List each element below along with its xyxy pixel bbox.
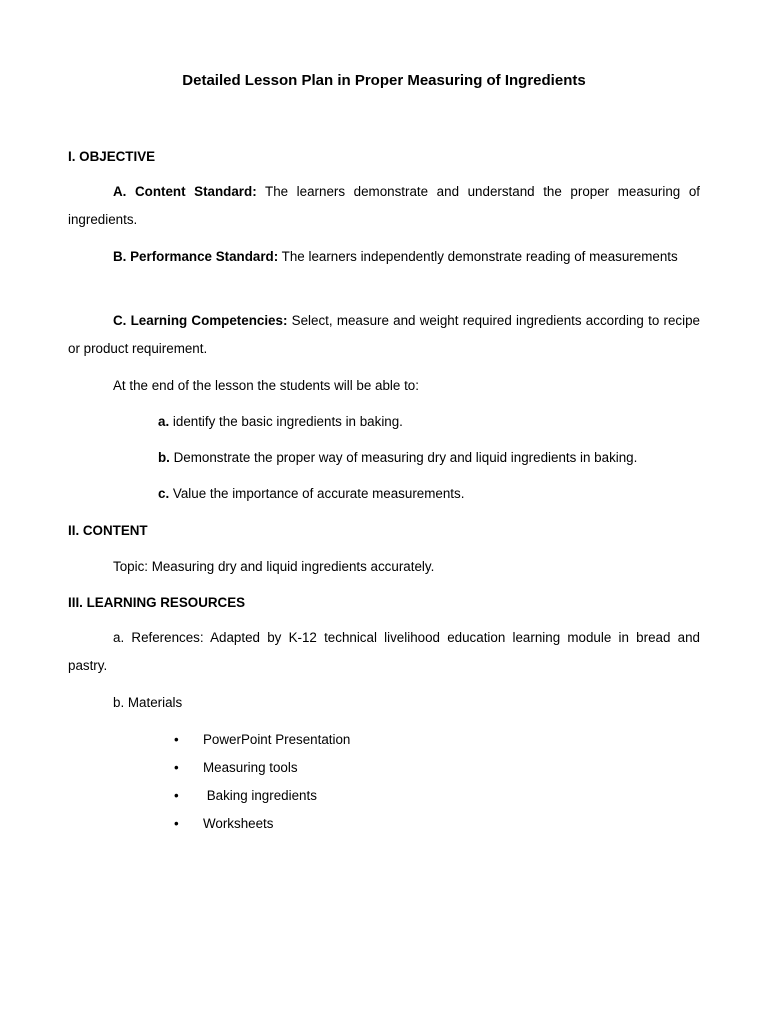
- content-standard-text: The learners demonstrate and understand the proper measuring of ingredients.: [68, 184, 701, 227]
- references-paragraph: [68, 624, 700, 680]
- objective-heading: I. OBJECTIVE: [68, 149, 156, 164]
- learning-competencies-label: C. Learning Competencies:: [113, 313, 288, 328]
- objective-item-text: Value the importance of accurate measurements.: [169, 486, 465, 501]
- performance-standard-paragraph: [68, 243, 700, 271]
- content-topic: Topic: Measuring dry and liquid ingredients accurately.: [113, 559, 435, 574]
- bullet-icon: •: [174, 788, 179, 803]
- bullet-icon: •: [174, 760, 179, 775]
- objective-item-text: identify the basic ingredients in baking.: [169, 414, 403, 429]
- objectives-intro: At the end of the lesson the students will be able to:: [113, 378, 419, 393]
- material-item: Baking ingredients: [203, 788, 317, 803]
- content-standard-paragraph: [68, 178, 700, 234]
- objective-item-marker: a.: [158, 414, 170, 429]
- references-text: a. References: Adapted by K-12 technical livelihood education learning module in bread and pastry.: [68, 630, 700, 673]
- bullet-icon: •: [174, 732, 179, 747]
- objective-item: [158, 414, 403, 429]
- material-item: Measuring tools: [203, 760, 298, 775]
- material-item: PowerPoint Presentation: [203, 732, 351, 747]
- objective-item-marker: b.: [158, 450, 170, 465]
- content-standard-label: A. Content Standard:: [113, 184, 257, 199]
- material-item: Worksheets: [203, 816, 274, 831]
- objective-item-marker: c.: [158, 486, 170, 501]
- performance-standard-text: The learners independently demonstrate reading of measurements: [278, 249, 678, 264]
- document-title: Detailed Lesson Plan in Proper Measuring of Ingredients: [182, 72, 586, 89]
- learning-competencies-paragraph: [68, 307, 700, 363]
- content-heading: II. CONTENT: [68, 523, 148, 538]
- objective-item: [158, 450, 637, 465]
- learning-competencies-text: Select, measure and weight required ingredients according to recipe or product requirement.: [68, 313, 700, 356]
- bullet-icon: •: [174, 816, 179, 831]
- objective-item-text: Demonstrate the proper way of measuring dry and liquid ingredients in baking.: [169, 450, 638, 465]
- objective-item: [158, 486, 464, 501]
- resources-heading: III. LEARNING RESOURCES: [68, 595, 246, 610]
- materials-label: b. Materials: [113, 695, 183, 710]
- performance-standard-label: B. Performance Standard:: [113, 249, 279, 264]
